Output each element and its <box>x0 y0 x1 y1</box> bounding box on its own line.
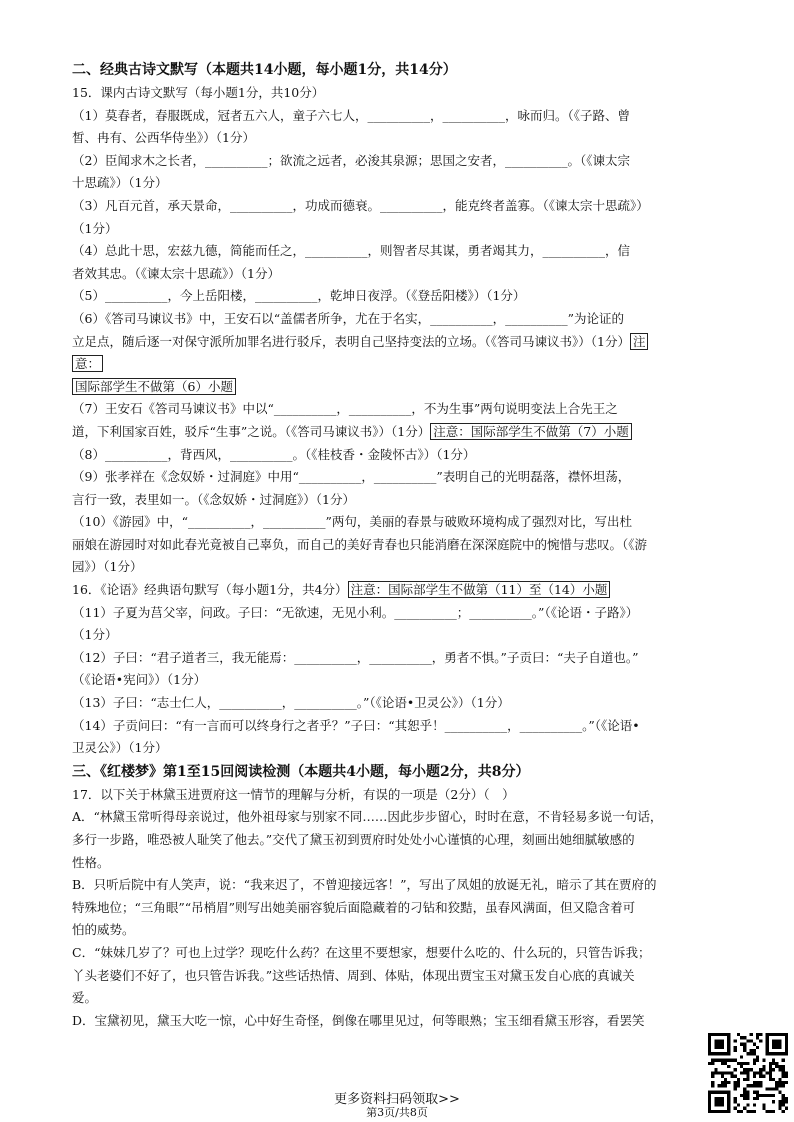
line-text: （9）张孝祥在《念奴娇・过洞庭》中用“__________，__________”表明自己的光明磊落，襟怀坦荡， <box>72 469 631 485</box>
text-line <box>72 398 732 421</box>
text-line <box>72 692 732 715</box>
text-line <box>72 331 732 354</box>
notice-box: 注意：国际部学生不做第（11）至（14）小题 <box>348 581 611 598</box>
line-text: 十思疏》）（1分） <box>72 175 168 191</box>
line-text: 者效其忠。（《谏太宗十思疏》）（1分） <box>72 265 280 281</box>
notice-box: 注意：国际部学生不做第（7）小题 <box>430 423 631 440</box>
line-text: 怕的威势。 <box>72 922 135 938</box>
line-text: 二、经典古诗文默写（本题共14小题，每小题1分，共14分） <box>72 62 457 78</box>
text-line <box>72 466 732 489</box>
text-line <box>72 965 732 988</box>
line-text: 三、《红楼梦》第1至15回阅读检测（本题共4小题，每小题2分，共8分） <box>72 763 530 780</box>
document-body <box>72 58 732 1032</box>
footer-more-link[interactable]: 更多资料扫码领取>> <box>334 1092 460 1107</box>
line-text: B．只听后院中有人笑声，说：“我来迟了，不曾迎接远客！”，写出了凤姐的放诞无礼，暗示了其在贾府的 <box>72 877 657 893</box>
line-text: （10）《游园》中，“__________，__________”两句，美丽的春景与破败环境构成了强烈对比，写出杜 <box>72 514 632 530</box>
line-text: （6）《答司马谏议书》中，王安石以“盖儒者所争，尤在于名实，__________，__________”为论证的 <box>72 310 624 326</box>
line-text: （1分） <box>72 627 118 643</box>
line-text: C．“妹妹几岁了？可也上过学？现吃什么药？在这里不要想家，想要什么吃的、什么玩的，只管告诉我； <box>72 944 651 960</box>
text-line <box>72 218 732 241</box>
line-text: （14）子贡问曰：“有一言而可以终身行之者乎？”子曰：“其恕乎！__________，__________。”（《论语• <box>72 717 640 733</box>
text-line <box>72 511 732 534</box>
text-line <box>72 127 732 150</box>
text-line <box>72 987 732 1010</box>
line-text: 爱。 <box>72 990 98 1006</box>
text-line <box>72 195 732 218</box>
line-text: （11）子夏为莒父宰，问政。子曰：“无欲速，无见小利。__________；__________。”（《论语・子路》） <box>72 604 639 620</box>
line-text: 特殊地位；“三角眼”“吊梢眉”则写出她美丽容貌后面隐藏着的刁钻和狡黠，虽春风满面，但又隐含着可 <box>72 899 636 915</box>
text-line <box>72 82 732 105</box>
text-line <box>72 489 732 512</box>
line-text: （13）子曰：“志士仁人，__________，__________。”（《论语•卫灵公》）（1分） <box>72 695 510 711</box>
line-text: 17．以下关于林黛玉进贾府这一情节的理解与分析，有误的一项是（2分）（ ） <box>72 786 515 802</box>
text-line <box>72 874 732 897</box>
line-text: 道，下利国家百姓，驳斥“生事”之说。（《答司马谏议书》）（1分） <box>72 423 431 439</box>
line-text: 皙、冉有、公西华侍坐》）（1分） <box>72 130 255 146</box>
line-text: 言行一致，表里如一。（《念奴娇・过洞庭》）（1分） <box>72 491 355 507</box>
text-line <box>72 353 732 376</box>
text-line <box>72 624 732 647</box>
line-text: 丽娘在游园时对如此春光竟被自己辜负，而自己的美好青春也只能消磨在深深庭院中的惋惜与悲叹。（《游 <box>72 536 648 552</box>
text-line <box>72 784 732 807</box>
text-line <box>72 919 732 942</box>
text-line <box>72 942 732 965</box>
text-line <box>72 897 732 920</box>
text-line <box>72 308 732 331</box>
line-text: （1）莫春者，春服既成，冠者五六人，童子六七人，__________，__________，咏而归。（《子路、曾 <box>72 107 630 123</box>
line-text: 15．课内古诗文默写（每小题1分，共10分） <box>72 85 325 100</box>
line-text: （8）__________，背西风，__________。（《桂枝香・金陵怀古》）（1分） <box>72 446 476 462</box>
text-line <box>72 150 732 173</box>
line-text: （3）凡百元首，承天景命，__________，功成而德衰。__________，能克终者盖寡。（《谏太宗十思疏》） <box>72 197 649 213</box>
line-text: （2）臣闻求木之长者，__________；欲流之远者，必浚其泉源；思国之安者，__________。（《谏太宗 <box>72 152 630 168</box>
line-text: （7）王安石《答司马谏议书》中以“__________，__________，不为生事”两句说明变法上合先王之 <box>72 401 618 417</box>
text-line <box>72 737 732 760</box>
page-number: 第3页/共8页 <box>366 1106 428 1119</box>
section-heading <box>72 58 732 82</box>
text-line <box>72 852 732 875</box>
line-text: 性格。 <box>72 854 110 870</box>
text-line <box>72 579 732 602</box>
text-line <box>72 105 732 128</box>
line-text: （《论语•宪问》）（1分） <box>72 672 207 688</box>
text-line <box>72 534 732 557</box>
notice-box: 国际部学生不做第（6）小题 <box>72 378 236 395</box>
line-text: 16．《论语》经典语句默写（每小题1分，共4分） <box>72 582 348 598</box>
text-line <box>72 556 732 579</box>
notice-box: 意： <box>72 355 103 372</box>
text-line <box>72 715 732 738</box>
line-text: （1分） <box>72 220 118 236</box>
text-line <box>72 444 732 467</box>
text-line <box>72 806 732 829</box>
text-line <box>72 647 732 670</box>
line-text: 立足点，随后逐一对保守派所加罪名进行驳斥，表明自己坚持变法的立场。（《答司马谏议书》）（1分） <box>72 333 630 349</box>
text-line <box>72 602 732 625</box>
line-text: （5）__________，今上岳阳楼，__________，乾坤日夜浮。（《登岳阳楼》）（1分） <box>72 288 526 304</box>
text-line <box>72 240 732 263</box>
text-line <box>72 376 732 399</box>
line-text: （12）子曰：“君子道者三，我无能焉：__________，__________，勇者不惧。”子贡曰：“夫子自道也。” <box>72 649 639 665</box>
section-heading <box>72 760 732 784</box>
notice-box: 注 <box>630 333 649 350</box>
line-text: （4）总此十思，宏兹九德，简能而任之，__________，则智者尽其谋，勇者竭其力，__________，信 <box>72 243 630 259</box>
text-line <box>72 263 732 286</box>
line-text: 卫灵公》）（1分） <box>72 740 168 756</box>
line-text: 园》）（1分） <box>72 559 143 575</box>
text-line <box>72 829 732 852</box>
line-text: 多行一步路，唯恐被人耻笑了他去。”交代了黛玉初到贾府时处处小心谨慎的心理，刻画出她细腻敏感的 <box>72 832 635 847</box>
text-line <box>72 172 732 195</box>
text-line <box>72 669 732 692</box>
text-line <box>72 421 732 444</box>
line-text: 丫头老婆们不好了，也只管告诉我。”这些话热情、周到、体贴，体现出贾宝玉对黛玉发自心底的真诚关 <box>72 967 635 983</box>
line-text: A．“林黛玉常听得母亲说过，他外祖母家与别家不同……因此步步留心，时时在意，不肯轻易多说一句话， <box>72 809 663 825</box>
text-line <box>72 285 732 308</box>
line-text: D．宝黛初见，黛玉大吃一惊，心中好生奇怪，倒像在哪里见过，何等眼熟；宝玉细看黛玉形容，看罢笑 <box>72 1012 645 1028</box>
text-line <box>72 1010 732 1033</box>
